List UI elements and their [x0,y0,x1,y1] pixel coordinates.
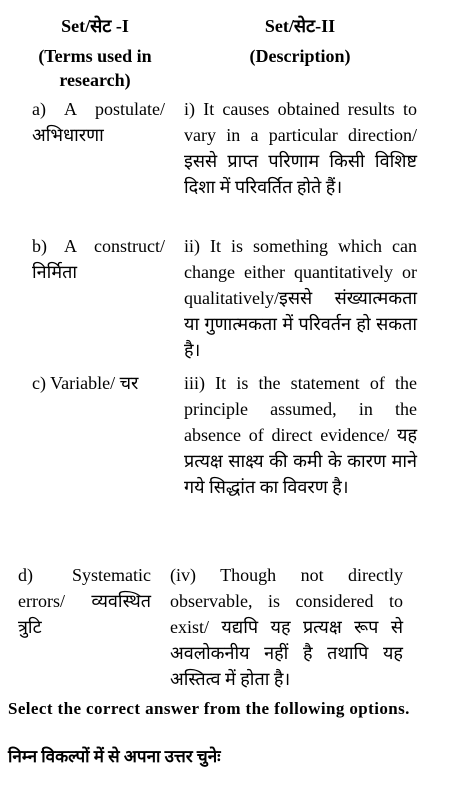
term-d: d) Systematic errors/ व्यवस्थित त्रुटि [18,565,151,637]
term-c: c) Variable/ चर [32,373,139,393]
instruction-hindi: निम्न विकल्पों में से अपना उत्तर चुनेः [8,747,221,766]
description-iii: iii) It is the statement of the principle assumed, in the absence of direct evidence/ यह प्रत्यक्ष साक्ष्य की कमी के कारण माने गये सिद्धांत का विवरण है। [184,373,417,497]
description-i: i) It causes obtained results to vary in a particular direction/ इससे प्राप्त परिणाम किसी विशिष्ट दिशा में परिवर्तित होते हैं। [184,99,417,197]
description-iv: (iv) Though not directly observable, is considered to exist/ यद्यपि यह प्रत्यक्ष रूप से अवलोकनीय नहीं है तथापि यह अस्तित्व में होता है। [170,565,403,689]
term-b: b) A construct/ निर्मिता [32,236,165,282]
set1-subtitle: (Terms used in research) [38,46,152,90]
set1-title: Set/सेट -I [61,16,129,36]
cropped-text-fragment [40,0,340,2]
set2-title: Set/सेट-II [264,16,336,36]
description-ii: ii) It is something which can change either quantitatively or qualitatively/इससे संख्यात्मकता या गुणात्मकता में परिवर्तन हो सकता है। [184,236,417,360]
term-a: a) A postulate/ अभिधारणा [32,99,165,145]
set2-subtitle: (Description) [249,46,351,66]
instruction-english: Select the correct answer from the following options. [8,699,410,718]
